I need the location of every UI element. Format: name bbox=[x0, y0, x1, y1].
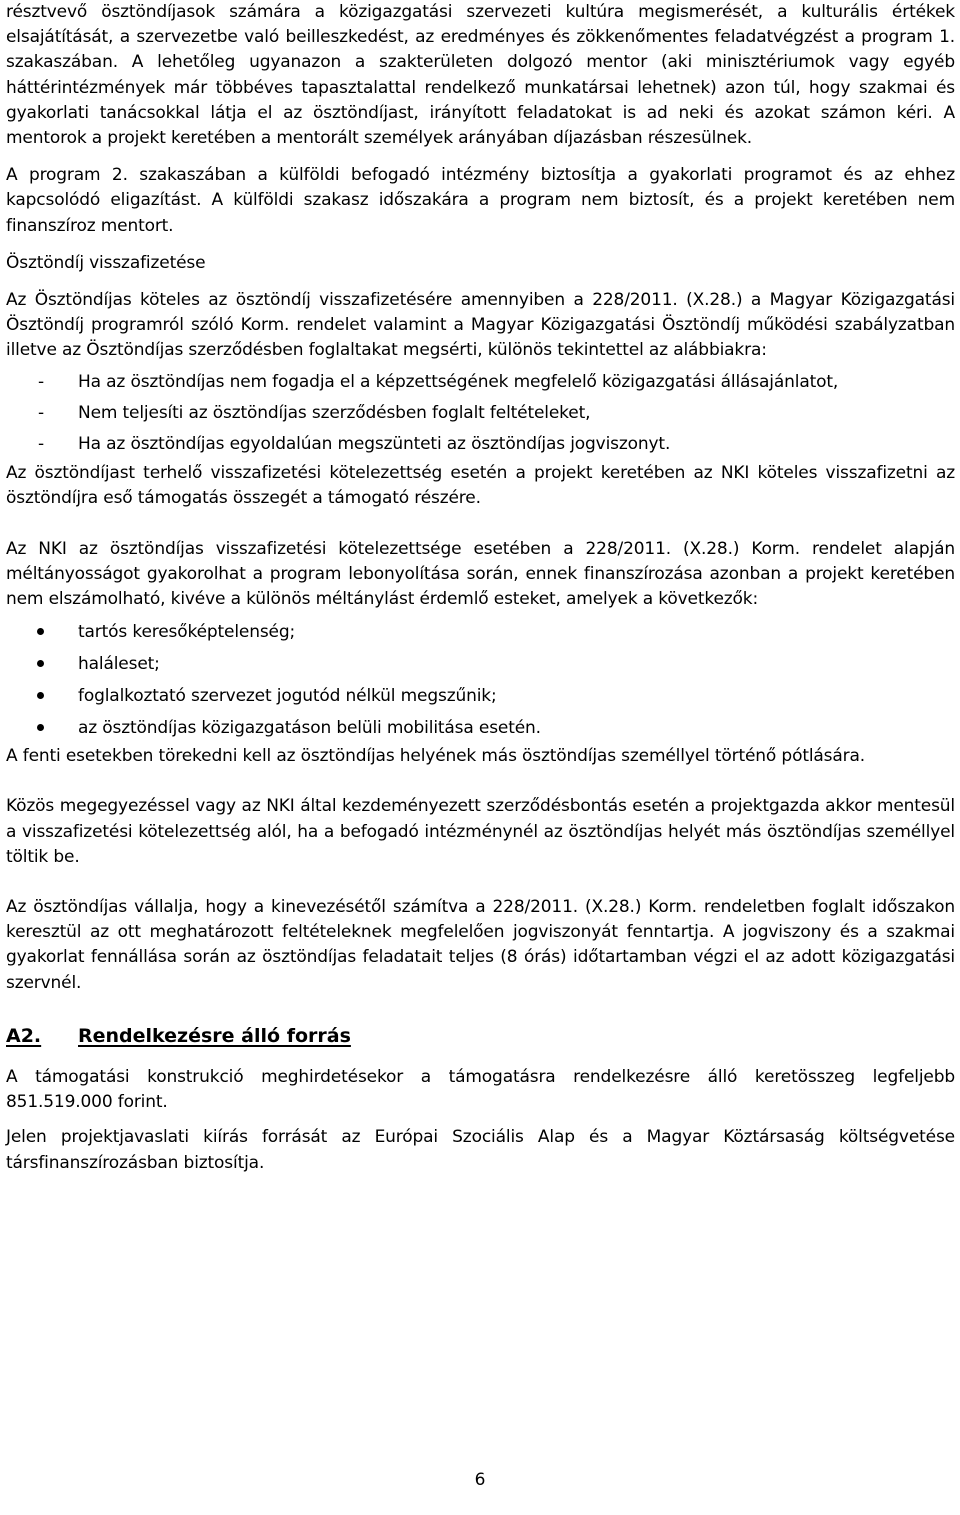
paragraph-commitment: Az ösztöndíjas vállalja, hogy a kinevezésétől számítva a 228/2011. (X.28.) Korm. rendeletben foglalt időszakon keresztül az ott meghatározott feltételeknek megfelelően jogviszonyát fenntartja. A jogviszony és a szakmai gyakorlat fennállása során az ösztöndíjas feladatait teljes (8 órás) időtartamban végzi el az adott közigazgatási szervnél. bbox=[6, 897, 955, 993]
paragraph-mentor-program: résztvevő ösztöndíjasok számára a közigazgatási szervezeti kultúra megismerését, a kulturális értékek elsajátítását, a szervezetbe való beilleszkedést, az eredményes és zökkenőmentes feladatvégzést a program 1. szakaszában. A lehetőleg ugyanazon a szakterületen dolgozó mentor (aki minisztériumok vagy egyéb háttérintézmények már többéves tapasztalattal rendelkező munkatársai lehetnek) azon túl, hogy szakmai és gyakorlati tanácsokkal látja el az ösztöndíjast, irányított feladatokat is ad neki és azokat számon kéri. A mentorok a projekt keretében a mentorált személyek arányában díjazásban részesülnek. bbox=[6, 2, 955, 149]
paragraph-budget: A támogatási konstrukció meghirdetésekor a támogatásra rendelkezésre álló keretösszeg legfeljebb 851.519.000 forint. bbox=[6, 1066, 955, 1113]
bullet-icon bbox=[37, 628, 44, 635]
paragraph-program-stage-2: A program 2. szakaszában a külföldi befogadó intézmény biztosítja a gyakorlati programot és az ehhez kapcsolódó eligazítást. A külföldi szakasz időszakára a program nem biztosít, és a projekt keretében nem finanszíroz mentort. bbox=[6, 165, 955, 236]
paragraph-nki-repayment: Az ösztöndíjast terhelő visszafizetési kötelezettség esetén a projekt keretében az NKI köteles visszafizetni az ösztöndíjra eső támogatás összegét a támogató részére. bbox=[6, 463, 955, 509]
dash-list bbox=[6, 370, 955, 458]
paragraph-repayment-obligation: Az Ösztöndíjas köteles az ösztöndíj visszafizetésére amennyiben a 228/2011. (X.28.) a Magyar Közigazgatási Ösztöndíj programról szóló Korm. rendelet valamint a Magyar Közigazgatási Ösztöndíj működési szabályzatban illetve az Ösztöndíjas szerződésben foglaltakat megsérti, különös tekintettel az alábbiakra: bbox=[6, 290, 955, 361]
heading-title: Rendelkezésre álló forrás bbox=[78, 1024, 351, 1047]
list-item bbox=[6, 432, 955, 457]
bullet-list bbox=[6, 616, 955, 744]
list-item-text: Ha az ösztöndíjas egyoldalúan megszünteti az ösztöndíjas jogviszonyt. bbox=[78, 434, 671, 455]
dash-marker: - bbox=[38, 371, 44, 392]
list-item bbox=[6, 712, 955, 744]
bullet-icon bbox=[37, 692, 44, 699]
list-item bbox=[6, 370, 955, 395]
list-item-text: foglalkoztató szervezet jogutód nélkül megszűnik; bbox=[78, 686, 497, 707]
list-item bbox=[6, 401, 955, 426]
bullet-icon bbox=[37, 724, 44, 731]
list-item-text: Nem teljesíti az ösztöndíjas szerződésben foglalt feltételeket, bbox=[78, 402, 591, 423]
heading-number: A2. bbox=[6, 1024, 42, 1047]
document-page bbox=[6, 0, 955, 1176]
paragraph-funding-source: Jelen projektjavaslati kiírás forrását az Európai Szociális Alap és a Magyar Köztársaság költségvetése társfinanszírozásban biztosítja. bbox=[6, 1127, 955, 1173]
list-item-text: Ha az ösztöndíjas nem fogadja el a képzettségének megfelelő közigazgatási állásajánlatot, bbox=[78, 371, 839, 392]
list-item bbox=[6, 616, 955, 648]
section-title-repayment: Ösztöndíj visszafizetése bbox=[6, 252, 206, 273]
bullet-icon bbox=[37, 660, 44, 667]
list-item-text: tartós keresőképtelenség; bbox=[78, 622, 296, 643]
list-item-text: haláleset; bbox=[78, 654, 160, 675]
paragraph-replacement: A fenti esetekben törekedni kell az ösztöndíjas helyének más ösztöndíjas személlyel történő pótlására. bbox=[6, 746, 866, 767]
section-heading bbox=[6, 1021, 955, 1051]
list-item bbox=[6, 680, 955, 712]
list-item bbox=[6, 648, 955, 680]
paragraph-equity: Az NKI az ösztöndíjas visszafizetési kötelezettsége esetében a 228/2011. (X.28.) Korm. rendelet alapján méltányosságot gyakorolhat a program lebonyolítása során, ennek finanszírozása azonban a projekt keretében nem elszámolható, kivéve a különös méltánylást érdemlő esteket, amelyek a következők: bbox=[6, 538, 955, 610]
dash-marker: - bbox=[38, 402, 44, 423]
list-item-text: az ösztöndíjas közigazgatáson belüli mobilitása esetén. bbox=[78, 718, 541, 739]
dash-marker: - bbox=[38, 434, 44, 455]
paragraph-mutual-agreement: Közös megegyezéssel vagy az NKI által kezdeményezett szerződésbontás esetén a projektgazda akkor mentesül a visszafizetési kötelezettség alól, ha a befogadó intézménynél az ösztöndíjas helyét más ösztöndíjas személlyel töltik be. bbox=[6, 796, 955, 867]
page-number: 6 bbox=[474, 1470, 486, 1490]
